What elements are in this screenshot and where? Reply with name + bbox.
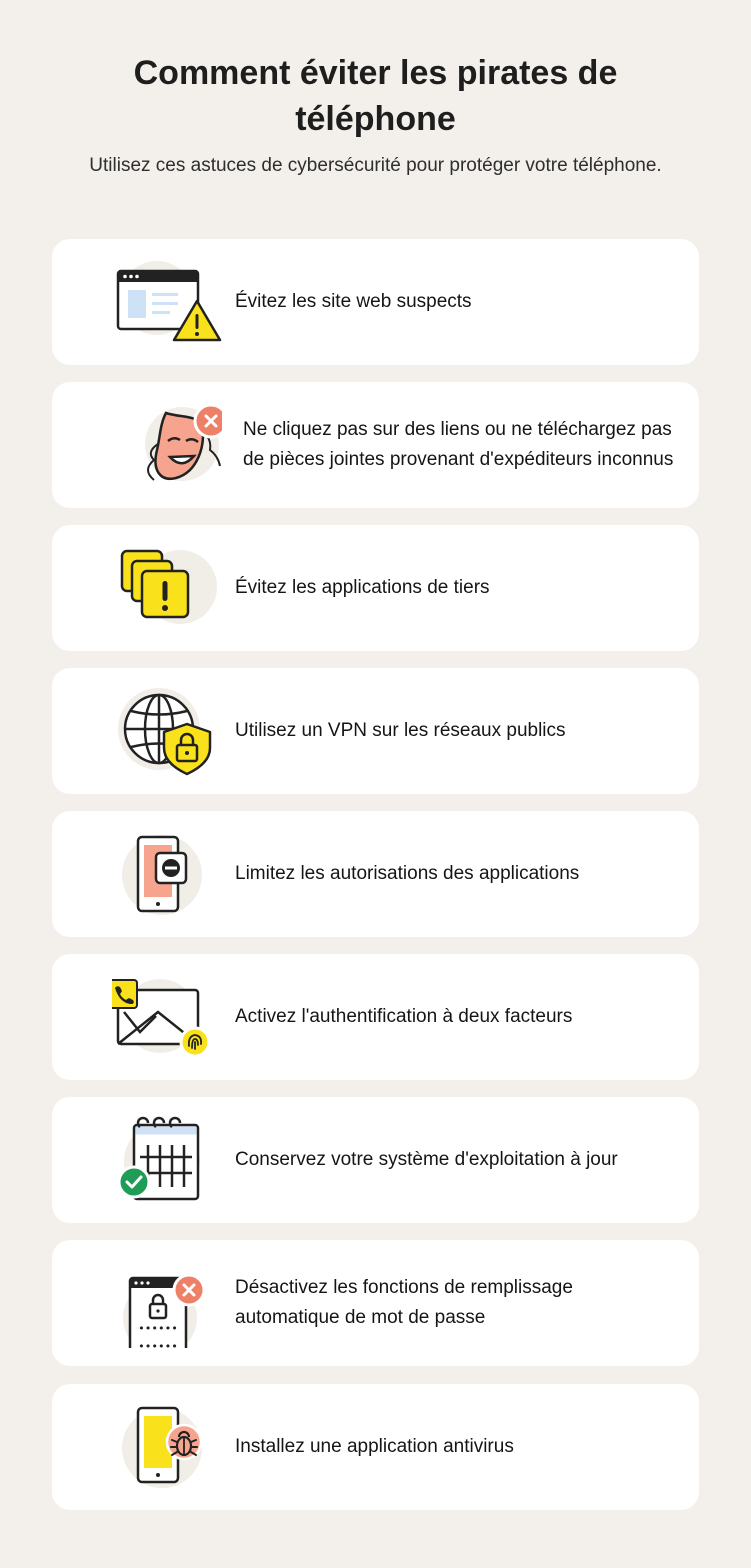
tip-label: Conservez votre système d'exploitation à jour	[235, 1149, 618, 1170]
tip-card-antivirus	[52, 1384, 699, 1510]
page-title: Comment éviter les pirates de téléphone	[133, 54, 618, 138]
tip-label: Limitez les autorisations des applications	[235, 863, 580, 884]
svg-text:••••••: ••••••	[138, 1340, 178, 1348]
tip-label: Désactivez les fonctions de remplissage automatique de mot de passe	[235, 1277, 573, 1328]
password-form-x-icon	[112, 1258, 222, 1348]
browser-warning-icon	[112, 257, 222, 347]
tip-label: Installez une application antivirus	[235, 1436, 514, 1457]
tip-card-app-permissions	[52, 811, 699, 937]
tip-card-unknown-senders	[52, 382, 699, 508]
tip-label: Évitez les applications de tiers	[235, 577, 490, 598]
page-subtitle: Utilisez ces astuces de cybersécurité pour protéger votre téléphone.	[89, 155, 662, 176]
phone-bug-icon	[112, 1402, 222, 1492]
calendar-check-icon	[112, 1115, 222, 1205]
tip-label: Activez l'authentification à deux facteurs	[235, 1006, 573, 1027]
mail-phone-fingerprint-icon	[112, 972, 222, 1062]
tip-label: Ne cliquez pas sur des liens ou ne téléchargez pas de pièces jointes provenant d'expéditeurs inconnus	[243, 419, 674, 470]
tip-label: Utilisez un VPN sur les réseaux publics	[235, 720, 566, 741]
tip-card-suspicious-websites	[52, 239, 699, 365]
tip-label: Évitez les site web suspects	[235, 291, 472, 312]
tip-card-third-party-apps	[52, 525, 699, 651]
tip-card-vpn	[52, 668, 699, 794]
phone-block-icon	[112, 829, 222, 919]
tip-card-os-update	[52, 1097, 699, 1223]
tip-card-password-autofill	[52, 1240, 699, 1366]
svg-text:••••••: ••••••	[138, 1322, 178, 1335]
globe-shield-lock-icon	[112, 686, 222, 776]
tip-card-two-factor	[52, 954, 699, 1080]
app-alert-icon	[112, 543, 222, 633]
mask-x-icon	[112, 400, 222, 490]
